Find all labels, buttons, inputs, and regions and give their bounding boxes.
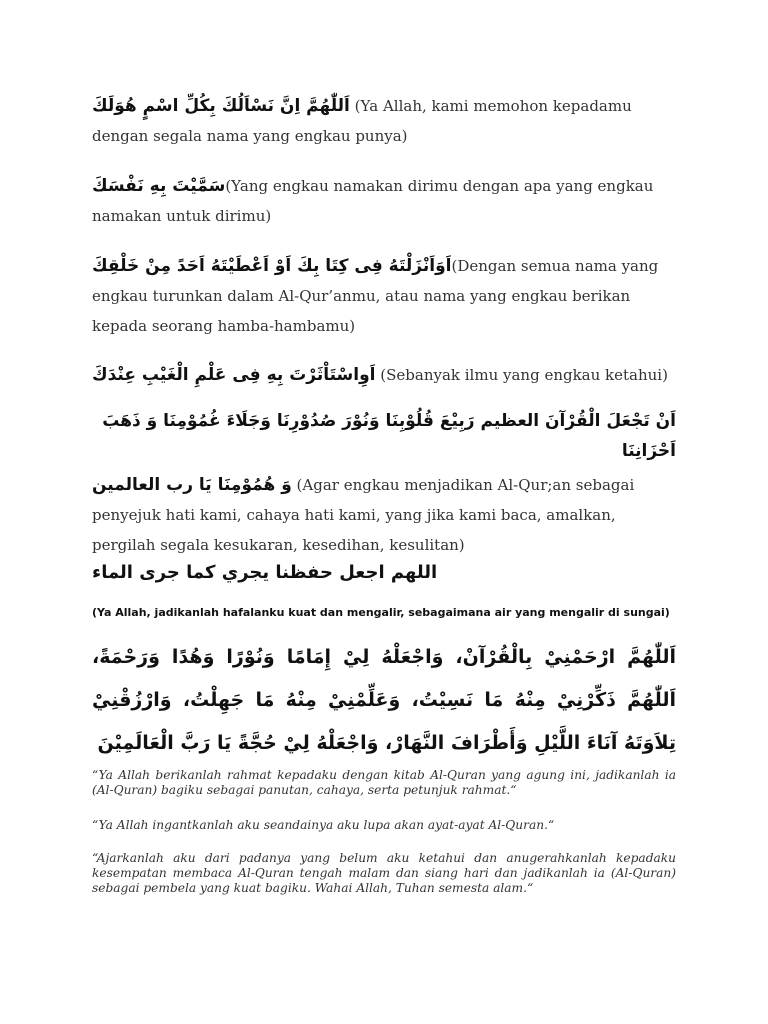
arabic-phrase: اَوَاَنْزَلْتَهُ فِى كِتَا بِكَ اَوْ اَعْطَيْتَهُ اَحَدً مِنْ خَلْقِكَ [92,256,452,276]
translation-text: (Agar engkau menjadikan Al-Qur;an sebagai penyejuk hati kami, cahaya hati kami, yang jika kami baca, amalkan, pergilah segala kesukaran, kesedihan, kesulitan) [92,476,635,554]
quote-paragraph: “Ya Allah ingantkanlah aku seandainya aku lupa akan ayat-ayat Al-Quran.“ [92,818,555,832]
translation-text: (Ya Allah, kami memohon kepadamu dengan segala nama yang engkau punya) [92,97,632,145]
prayer-arabic-paragraph: اَللّٰهُمَّ ارْحَمْنِيْ بِالْقُرْآنْ، وَاجْعَلْهُ لِيْ إِمَامًا وَنُوْرًا وَهُدًا وَرَحْمَةً، اَللّٰهُمَّ ذَكِّرْنِيْ مِنْهُ مَا نَسِيْتُ، وَعَلِّمْنِيْ مِنْهُ مَا جَهِلْتُ، وَارْزُقْنِيْ تِلاَوَتَهُ آنَاءَ اللَّيْلِ وَأَطْرَافَ النَّهَارْ، وَاجْعَلْهُ لِيْ حُجَّةً يَا رَبَّ الْعَالَمِيْنَ [92,646,676,754]
quote-paragraph: “Ajarkanlah aku dari padanya yang belum aku ketahui dan anugerahkanlah kepadaku kesempatan membaca Al-Quran tengah malam dan siang hari dan jadikanlah ia (Al-Quran) sebagai pembela yang kuat bagiku. Wahai Allah, Tuhan semesta alam.“ [92,851,676,895]
prayer-block-2 [92,171,676,231]
translation-text: (Dengan semua nama yang engkau turunkan dalam Al-Qur’anmu, atau nama yang engkau berikan kepada seorang hamba-hambamu) [92,257,659,335]
prayer-block-4 [92,360,676,390]
mixed-paragraph [92,470,676,560]
prayer-block-5 [92,406,676,560]
arabic-phrase: اَللّٰهُمَّ اِنَّ نَسْاَلُكَ بِكُلِّ اسْمٍ هُوَلَكَ [92,96,350,116]
translation-text: (Yang engkau namakan dirimu dengan apa yang engkau namakan untuk dirimu) [92,177,654,225]
arabic-line: اَنْ تَجْعَلَ الْقُرْآنَ العظيم رَبِيْعَ قُلُوْبِنَا وَنُوْرَ صُدُوْرِنَا وَجَلَاءَ غُمُوْمِنَا وَ ذَهَبَ اَحْزَانِنَا [102,411,676,461]
section-heading-arabic: اللهم اجعل حفظنا يجري كما جرى الماء [92,562,438,583]
arabic-phrase: اَوِاسْتَاْثَرْتَ بِهِ فِى عَلْمِ الْغَيْبِ عِنْدَكَ [92,365,376,385]
prayer-block-1 [92,91,676,151]
quote-paragraph: “Ya Allah berikanlah rahmat kepadaku dengan kitab Al-Quran yang agung ini, jadikanlah ia (Al-Quran) bagiku sebagai panutan, cahaya, serta petunjuk rahmat.“ [92,768,676,797]
translation-text: (Sebanyak ilmu yang engkau ketahui) [375,366,668,384]
section-heading-translation: (Ya Allah, jadikanlah hafalanku kuat dan mengalir, sebagaimana air yang mengalir di sungai) [92,606,670,619]
arabic-phrase: وَ هُمُوْمِنَا يَا رب العالمين [92,475,292,495]
prayer-block-3 [92,251,676,341]
arabic-phrase: سَمَّيْتَ بِهِ نَفْسَكَ [92,176,226,196]
